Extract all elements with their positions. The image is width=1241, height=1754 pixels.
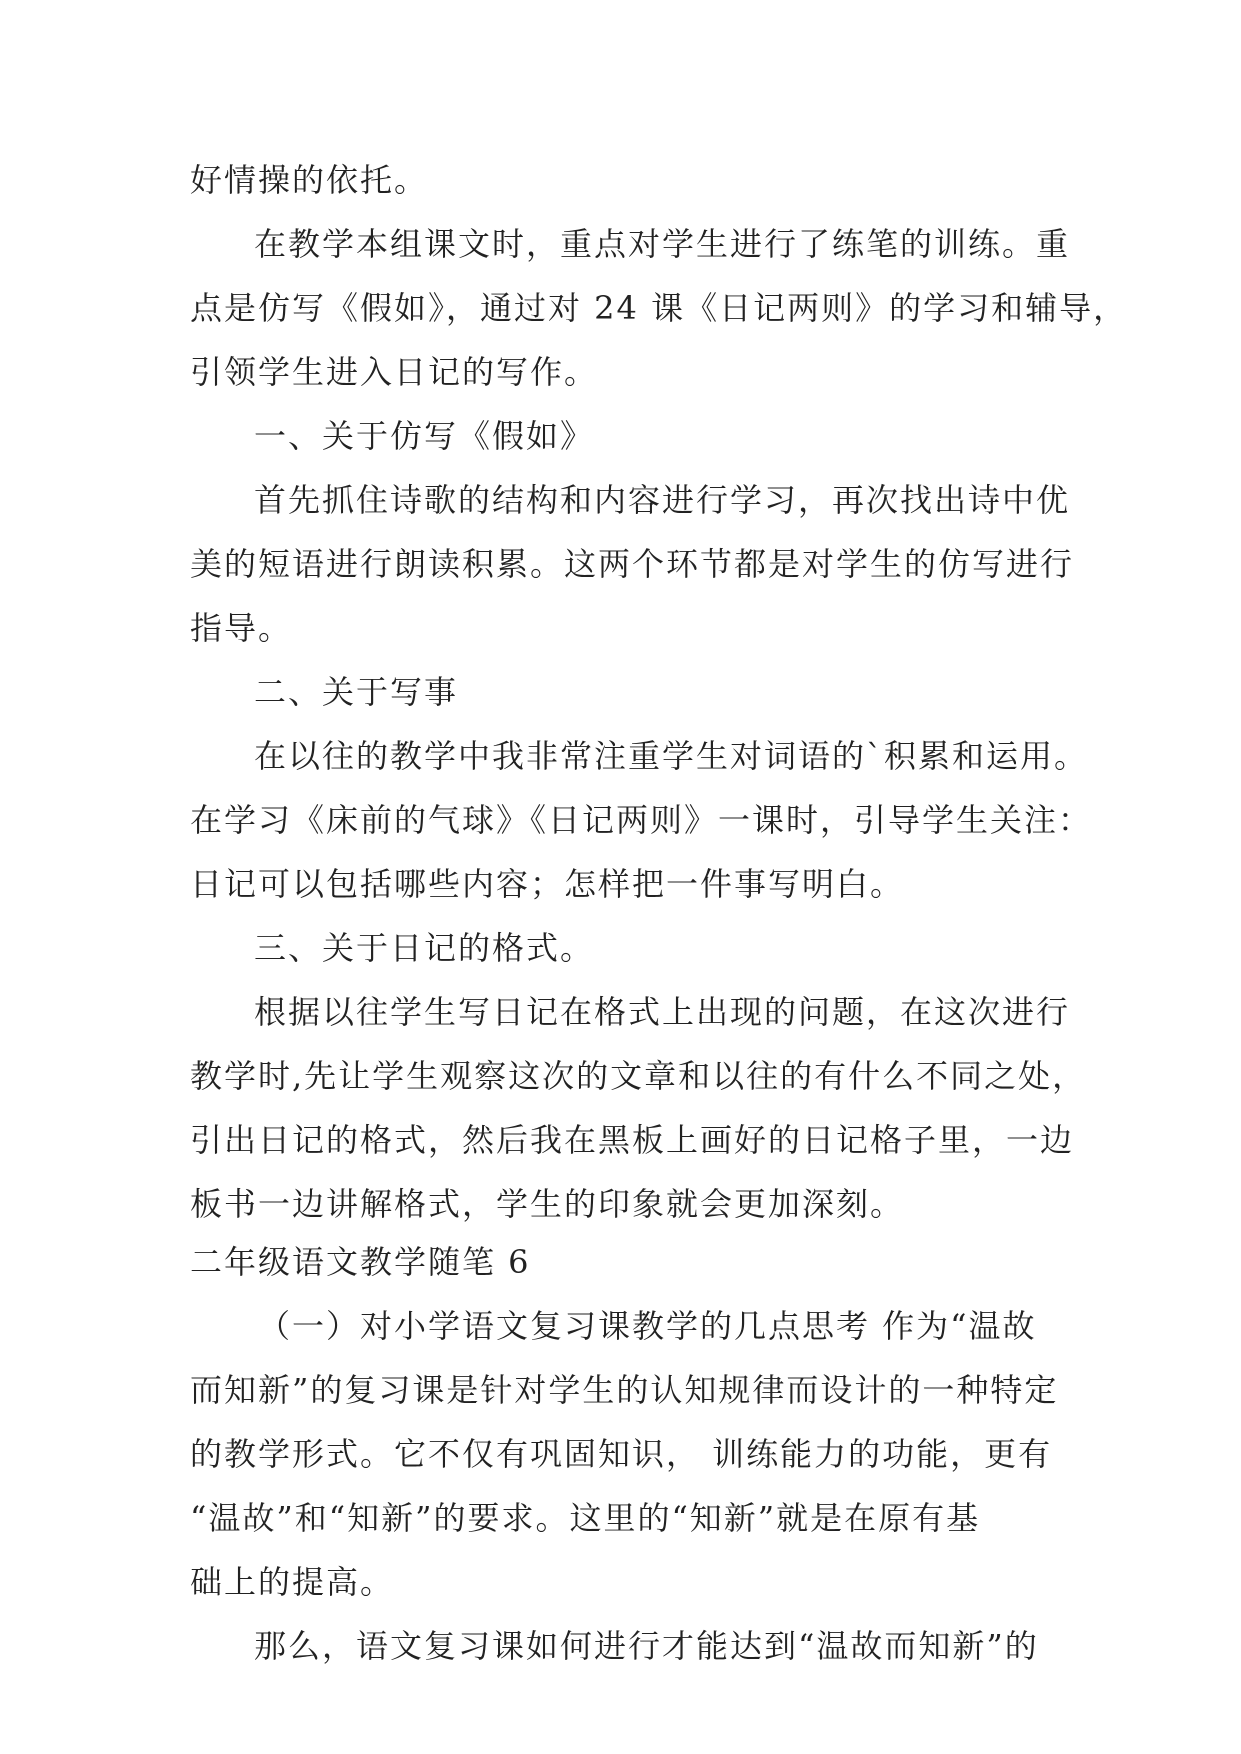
text-line: 教学时,先让学生观察这次的文章和以往的有什么不同之处， <box>190 1057 1087 1095</box>
paragraph-start: 根据以往学生写日记在格式上出现的问题，在这次进行 <box>254 993 1071 1031</box>
text-line: 美的短语进行朗读积累。这两个环节都是对学生的仿写进行 <box>190 545 1075 583</box>
text-line: 而知新”的复习课是针对学生的认知规律而设计的一种特定 <box>190 1371 1059 1409</box>
paragraph-start: 首先抓住诗歌的结构和内容进行学习，再次找出诗中优 <box>254 481 1071 519</box>
text-line: 在学习《床前的气球》《日记两则》一课时，引导学生关注： <box>190 801 1093 839</box>
text-line: 引出日记的格式，然后我在黑板上画好的日记格子里，一边 <box>190 1121 1075 1159</box>
text-line: “温故”和“知新”的要求。这里的“知新”就是在原有基 <box>190 1499 981 1537</box>
text-line: 引领学生进入日记的写作。 <box>190 353 599 391</box>
text-line: 的教学形式。它不仅有巩固知识， 训练能力的功能，更有 <box>190 1435 1053 1473</box>
paragraph-start: （一）对小学语文复习课教学的几点思考 作为“温故 <box>258 1307 1037 1345</box>
text-line: 础上的提高。 <box>190 1563 395 1601</box>
section-heading: 二、关于写事 <box>254 673 459 711</box>
text-line: 好情操的依托。 <box>190 161 429 199</box>
text-line: 日记可以包括哪些内容；怎样把一件事写明白。 <box>190 865 905 903</box>
paragraph-start: 在以往的教学中我非常注重学生对词语的`积累和运用。 <box>254 737 1089 775</box>
text-line: 板书一边讲解格式，学生的印象就会更加深刻。 <box>190 1185 905 1223</box>
paragraph-start: 在教学本组课文时，重点对学生进行了练笔的训练。重 <box>254 225 1071 263</box>
section-heading: 三、关于日记的格式。 <box>254 929 595 967</box>
section-heading: 一、关于仿写《假如》 <box>254 417 595 455</box>
paragraph-start: 那么，语文复习课如何进行才能达到“温故而知新”的 <box>254 1627 1039 1665</box>
article-title: 二年级语文教学随笔 6 <box>190 1243 531 1281</box>
text-line: 指导。 <box>190 609 293 647</box>
text-line: 点是仿写《假如》，通过对 24 课《日记两则》的学习和辅导， <box>190 289 1128 327</box>
